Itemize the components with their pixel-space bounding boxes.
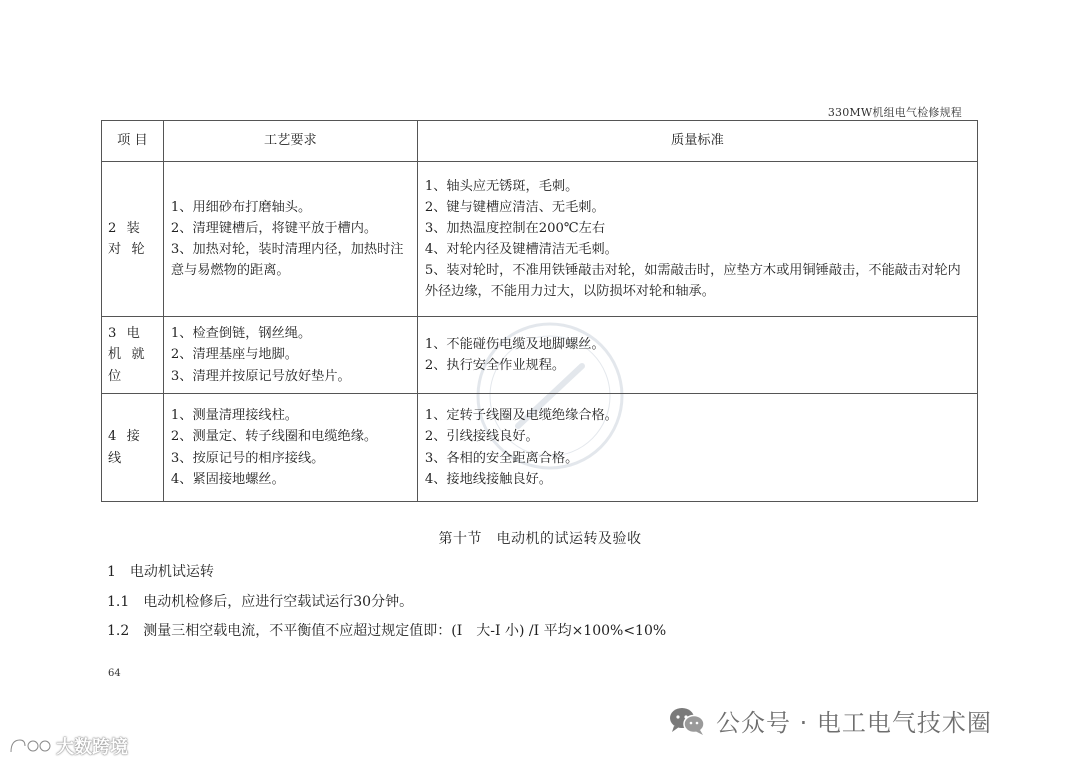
quality-standard: 2、键与键槽应清洁、无毛刺。: [424, 199, 605, 215]
wechat-watermark: [668, 703, 992, 738]
quality-standard: 4、对轮内径及键槽清洁无毛刺。: [424, 242, 618, 257]
section-paragraph: 1.2 测量三相空载电流，不平衡值不应超过规定值即：(I 大-I 小) /I 平均×100%<10%: [107, 623, 667, 639]
maintenance-spec-table: [101, 120, 978, 502]
process-step: 2、清理基座与地脚。: [170, 347, 298, 363]
process-cell: [163, 162, 417, 317]
section-heading: 1 电动机试运转: [107, 564, 214, 580]
brand-watermark: [8, 733, 128, 759]
quality-cell: [417, 317, 977, 394]
section-paragraph: 1.1 电动机检修后，应进行空载试运行30分钟。: [107, 594, 414, 610]
process-step: 1、用细砂布打磨轴头。: [170, 199, 312, 215]
table-row: [102, 394, 978, 502]
row-item-label: 2 装 对 轮: [102, 162, 164, 317]
process-step: 1、测量清理接线柱。: [170, 408, 298, 424]
quality-standard: 2、引线接线良好。: [424, 429, 539, 445]
quality-cell: [417, 394, 977, 502]
wechat-account-text: 公众号 · 电工电气技术圈: [716, 709, 992, 737]
quality-standard: 5、装对轮时，不准用铁锤敲击对轮，如需敲击时，应垫方木或用铜锤敲击，不能敲击对轮内外径边缘，不能用力过大，以防损坏对轮和轴承。: [424, 263, 961, 300]
page-number: 64: [108, 668, 121, 679]
quality-standard: 1、不能碰伤电缆及地脚螺丝。: [424, 336, 605, 352]
table-row: [102, 162, 978, 317]
column-header-quality: 质量标准: [417, 121, 977, 162]
row-item-label: 4 接 线: [102, 394, 164, 502]
quality-standard: 1、定转子线圈及电缆绝缘合格。: [424, 408, 618, 424]
quality-standard: 3、各相的安全距离合格。: [424, 450, 579, 466]
process-step: 3、清理并按原记号放好垫片。: [170, 368, 351, 384]
process-step: 2、清理键槽后，将键平放于槽内。: [170, 220, 378, 236]
process-cell: [163, 317, 417, 394]
table-header-row: [102, 121, 978, 162]
section-title: 第十节 电动机的试运转及验收: [438, 531, 642, 547]
document-header-title: 330MW机组电气检修规程: [827, 106, 962, 119]
quality-cell: [417, 162, 977, 317]
process-step: 3、按原记号的相序接线。: [170, 450, 325, 466]
brand-name-text: 大数跨境: [56, 737, 128, 758]
wechat-icon: [668, 706, 706, 736]
quality-standard: 2、执行安全作业规程。: [424, 358, 566, 373]
quality-standard: 4、接地线接触良好。: [424, 471, 552, 487]
brand-logo-icon: [8, 735, 52, 757]
column-header-item: 项 目: [102, 121, 164, 162]
column-header-process: 工艺要求: [163, 121, 417, 162]
row-item-label: 3 电 机 就位: [102, 317, 164, 394]
process-step: 1、检查倒链，钢丝绳。: [170, 326, 312, 342]
quality-standard: 1、轴头应无锈斑，毛刺。: [424, 178, 579, 194]
process-step: 3、加热对轮，装时清理内径，加热时注意与易燃物的距离。: [170, 242, 404, 279]
process-cell: [163, 394, 417, 502]
table-row: [102, 317, 978, 394]
process-step: 4、紧固接地螺丝。: [170, 471, 285, 487]
process-step: 2、测量定、转子线圈和电缆绝缘。: [170, 429, 378, 445]
quality-standard: 3、加热温度控制在200℃左右: [424, 220, 605, 236]
